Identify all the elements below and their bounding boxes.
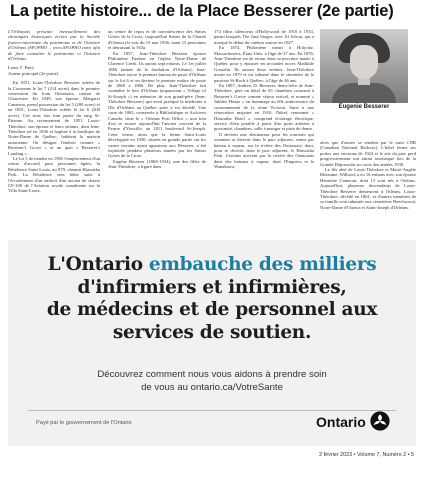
author-subtitle: Auteur principal (2e partie) (8, 70, 59, 76)
article-column-1 (8, 29, 100, 233)
paragraph: alors que d'autres se rendent par le train CNR (Canadian National Railway), L'hôtel ferme ses portes aux environs de 1924 et le site du parc perd progressivement son attrait touristique lors de la Grande Dépression au cours des années 1930. (320, 140, 416, 167)
paragraph: un centre de repos et de convalescence des Sœurs Grises de la Croix, (aujourd'hui Sœurs de la Charité d'Ottawa) le soir du 15 mai 1956, tuant 15 personnes et détruisant la Villa. (108, 29, 206, 51)
article-column-3 (214, 29, 314, 233)
ad-headline-line1: L'Ontario (47, 254, 149, 275)
paragraph: Le fils aîné de Louis-Théodore et Marie-Angèle Rhéaume, Wilbrod, a eu 16 enfants avec son épouse Henriette Cameron, dont 13 sont nés à Orléans. Aujourd'hui, plusieurs descendants de Louis-Théodore Besserer demeurent à Orléans. Louis-Théodore, décédé en 1861, et d'autres membres de sa famille sont inhumés aux cimetières Beechwood, Notre-Dame d'Ottawa et Saint-Joseph d'Orléans. (320, 167, 416, 210)
paragraph: 174 films silencieux d'Hollywood de 1910 à 1933, parmi lesquels The Jazz Singer, avec Al Jolson, qui a marqué le début du cinéma sonore en 1927. (214, 29, 314, 45)
portrait-photo (320, 29, 408, 103)
ontario-wordmark: Ontario (316, 414, 366, 430)
ad-headline-line4: services de soutien. (112, 321, 312, 343)
ad-headline-line3: de médecins et de personnel aux (46, 299, 378, 320)
ad-subtext-line1: Découvrez comment nous vous aidons à prendre soin (97, 369, 327, 380)
photo-caption: Eugenie Besserer (338, 104, 390, 110)
page-footer: 2 février 2023 • Volume 7, Numéro 2 • 5 (319, 452, 414, 458)
paragraph: En 1874, Philomène meurt à Holyoke, Massachusetts, États-Unis, à l'âge de 37 ans. En 1876, Jean-Théodore est de retour dans sa province natale à Québec pour y épouser en secondes noces Mathilde Gosselin. Ils auront deux enfants. Jean-Théodore meurt en 1879 et est inhumé dans le cimetière de la paroisse St-Roch à Québec, à l'âge de 46 ans. (214, 45, 314, 83)
intro-paragraph: L'Orléanais présente mensuellement des chroniques historiques écrites par la Société franco-ontarienne du patrimoine et de l'histoire d'Orléans (SFOPHO – www.SFOPHO.com) afin de faire connaître le patrimoine et l'histoire d'Orléans. (8, 29, 100, 62)
ad-subtext-line2: de vous au ontario.ca/VotreSante (141, 382, 283, 393)
paragraph: En 1857, Jean-Théodore Besserer épouse Philomène Faubert en l'église Notre-Dame de Clarence Creek. Ils auront sept enfants. Le 1er juillet 1860 (année de la fondation d'Orléans), Jean-Théodore ouvre le premier bureau de poste d'Orléans sur le lot 6 et en devient le premier maître de poste de 1860 à 1866. De plus, Jean-Théodore fait connaître le lieu d'Orléans (auparavant « Village of St-Joseph ») en mémoire de son grand-père (Jean-Théodore Besserer) qui avait pratiqué la médecine à l'île d'Orléans au Québec pour y est décédé. Une carte de 1863, conservée à Bibliothèque et Archives Canada, situe le « Orleans Post Office » non loin d'où se trouve aujourd'hui l'ancien couvent de la Ferme d'Youville, au 1811 boulevard St-Joseph. Cette ferme, ainsi que la ferme Saint-Louis développée en 1950, situées en grande partie sur les vastes terrains ayant appartenu aux Besserer, a été exploitée pendant plusieurs années par les Sœurs Grises de la Croix. (108, 50, 206, 159)
ontario-trillium-icon (370, 411, 390, 431)
author-name: Louis V. Patry (8, 65, 35, 71)
paragraph: Le lot 5 deviendra en 1965 l'emplacement d'un centre d'accueil pour personnes âgées, la Résidence Saint-Louis, au 879, chemin Hiawatha Park. La Résidence sera bâtie suite à l'écroulement d'un endroit d'un ancien de chasse CF-100 de l'Aviation royale canadienne sur la Villa Saint-Louis, (8, 155, 100, 194)
ad-paid-notice: Payé par le gouvernement de l'Ontario (36, 420, 132, 426)
paragraph: Eugène Besserer (1868-1934), une des filles de Jean-Théodore, a figuré dans (108, 158, 206, 170)
paragraph: Il devient une destination pour les touristes qui viennent se divertir dans le parc adjacent, venus par bateau à vapeur, sur la rivière des Outaouais, dont, pour se divertir dans le parc adjacent, le Hiawatha Park. Certains arrivent par la rivière des Outaouais dans des bateaux à vapeur, dont l'Empress et le Wanakawa, (214, 131, 314, 170)
article-title: La petite histoire... de la Place Besserer (2e partie) (10, 2, 394, 20)
ad-headline (8, 254, 416, 344)
article-column-4 (320, 140, 416, 233)
paragraph: En 1851, Louis-Théodore Besserer achète de la Couronne le lot 7 (214 acres) dans le premier concession du front Outaouais, canton de Gloucester. En 1849, son épouse, Margaret Cameron, prend possession du lot 5 (200 acres) et en 1851, Louis-Théodore achète le lot 6 (200 acres). Ces trois lots font partie du rang St-Étienne. Au recensement de 1851, Louis-Théodore, son épouse et leurs enfants, dont Jean-Théodore né en 1836 et baptisé à la basilique de Notre-Dame de Québec, habitent la maison ontarienne. On désigne l'endroit comme « Besserer's Grove » et un quai « Besserer's Landing ». (8, 80, 100, 156)
ad-headline-line2: d'infirmiers et infirmières, (77, 276, 347, 298)
ad-subtext (8, 368, 416, 394)
article-column-2 (108, 29, 206, 233)
advertisement[interactable] (8, 240, 416, 446)
ad-divider (28, 410, 396, 411)
ad-headline-highlight: embauche des milliers (148, 254, 377, 275)
paragraph: En 1897, Andrew D. Besserer, demi-frère de Jean-Théodore, gère un hôtel de 65 chambres construit à Besserer's Grove comme séjour estival, et nommé « Jubilee House » en hommage au 60e anniversaire du couronnement de la reine Victoria. Suite à une rénovation majeure en 1910, l'hôtel, renommé « Hiawatha Hotel », comprend éclairage électrique, service d'eau potable à partir d'un puits artésien à proximité, chambres, salle à manger et piste de danse. (214, 83, 314, 132)
